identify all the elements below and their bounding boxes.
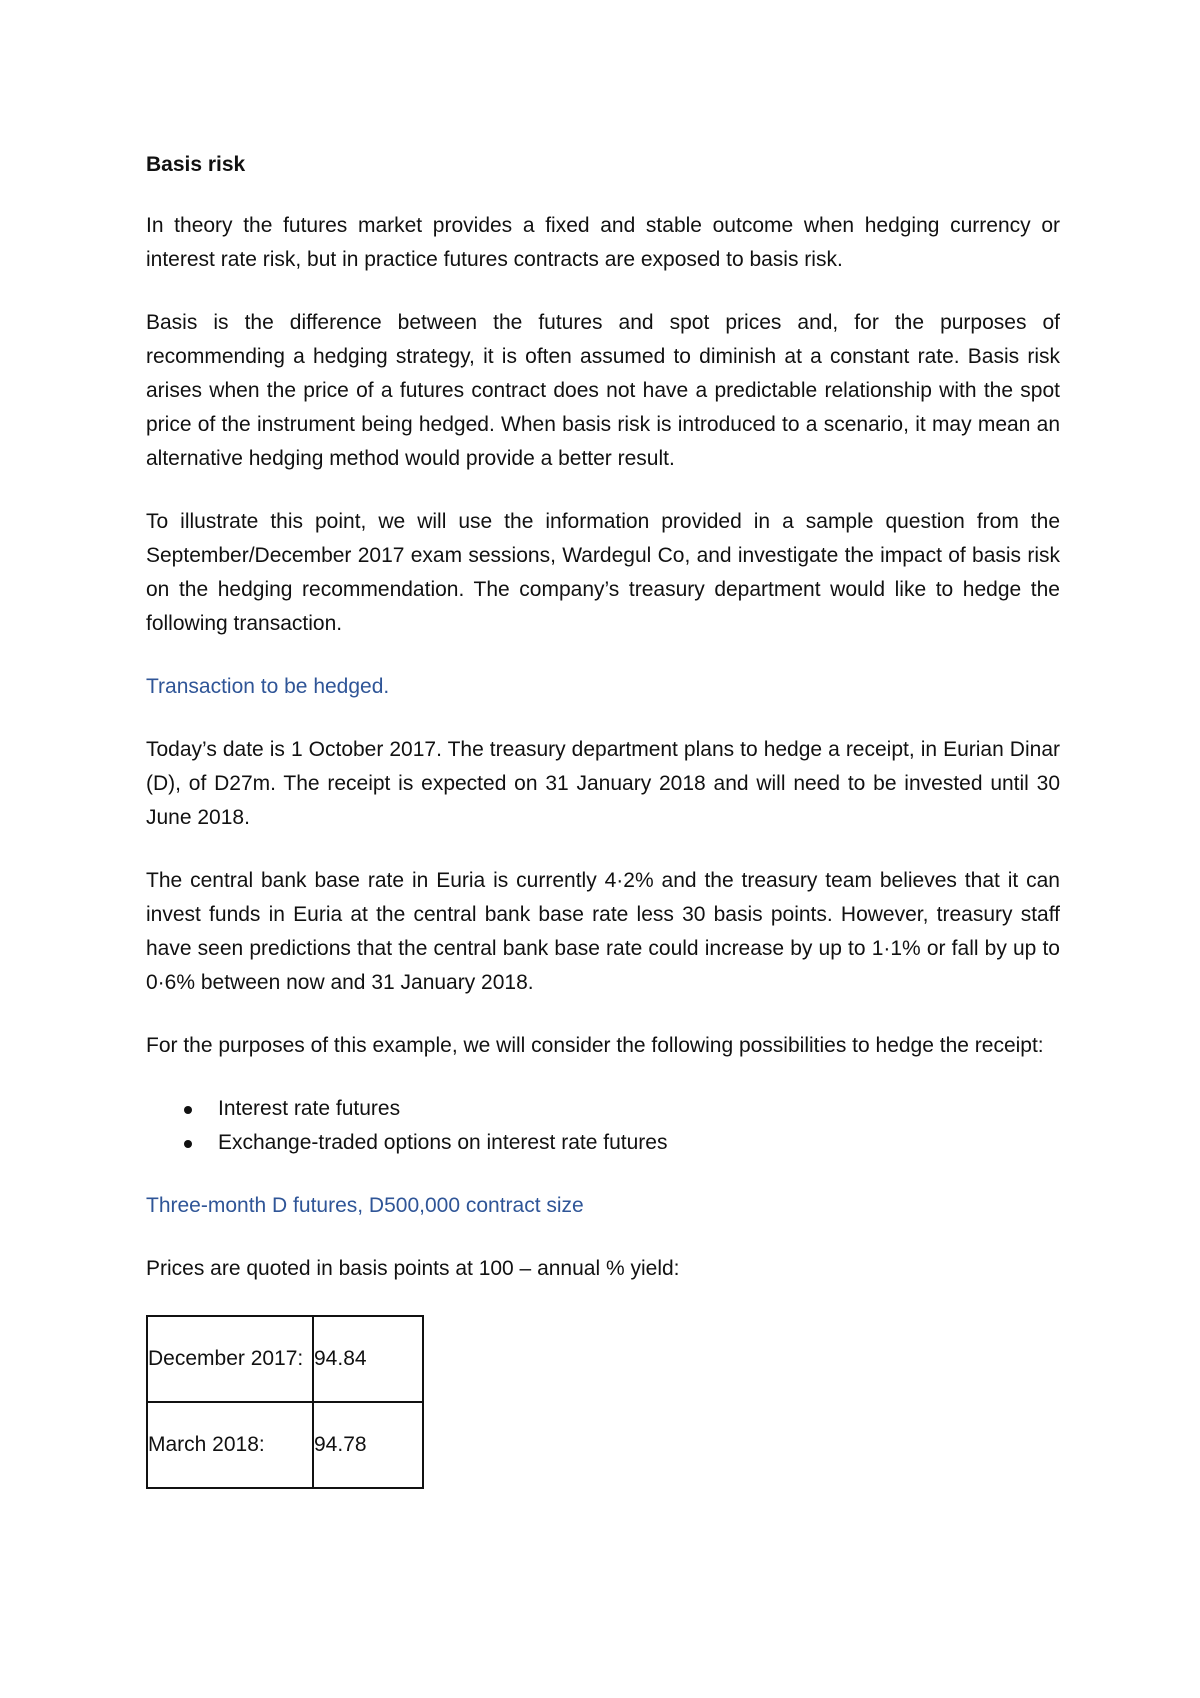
paragraph-illustration: To illustrate this point, we will use the information provided in a sample question from the September/December 2017 exam sessions, Wardegul Co, and investigate the impact of basis risk on the hedging recommendation. The company’s treasury department would like to hedge the following transaction. — [146, 510, 1060, 635]
table-row — [147, 1402, 423, 1488]
list-item — [146, 1126, 1060, 1160]
heading-futures: Three-month D futures, D500,000 contract size — [146, 1194, 584, 1217]
list-item — [146, 1092, 1060, 1126]
table-cell-price: 94.78 — [313, 1402, 423, 1488]
paragraph-basis-definition: Basis is the difference between the futures and spot prices and, for the purposes of recommending a hedging strategy, it is often assumed to diminish at a constant rate. Basis risk arises when the price of a futures contract does not have a predictable relationship with the spot price of the instrument being hedged. When basis risk is introduced to a scenario, it may mean an alternative hedging method would provide a better result. — [146, 311, 1060, 470]
paragraph-price-quote: Prices are quoted in basis points at 100 – annual % yield: — [146, 1257, 680, 1280]
table-cell-price: 94.84 — [313, 1316, 423, 1402]
document-page — [146, 148, 1060, 1489]
futures-price-table — [146, 1315, 424, 1489]
bullet-icon — [184, 1140, 192, 1148]
document-title: Basis risk — [146, 153, 246, 176]
list-item-label: Interest rate futures — [218, 1097, 401, 1120]
table-cell-month: December 2017: — [147, 1316, 313, 1402]
paragraph-transaction: Today’s date is 1 October 2017. The treasury department plans to hedge a receipt, in Eurian Dinar (D), of D27m. The receipt is expected on 31 January 2018 and will need to be invested until 30 June 2018. — [146, 738, 1060, 829]
bullet-icon — [184, 1106, 192, 1114]
hedging-options-list — [146, 1092, 1060, 1160]
table-row — [147, 1316, 423, 1402]
paragraph-intro: In theory the futures market provides a fixed and stable outcome when hedging currency or interest rate risk, but in practice futures contracts are exposed to basis risk. — [146, 214, 1060, 271]
list-item-label: Exchange-traded options on interest rate futures — [218, 1131, 668, 1154]
paragraph-base-rate: The central bank base rate in Euria is currently 4·2% and the treasury team believes that it can invest funds in Euria at the central bank base rate less 30 basis points. However, treasury staff have seen predictions that the central bank base rate could increase by up to 1·1% or fall by up to 0·6% between now and 31 January 2018. — [146, 869, 1060, 994]
paragraph-possibilities: For the purposes of this example, we will consider the following possibilities to hedge the receipt: — [146, 1034, 1044, 1057]
heading-transaction: Transaction to be hedged. — [146, 675, 390, 698]
table-cell-month: March 2018: — [147, 1402, 313, 1488]
